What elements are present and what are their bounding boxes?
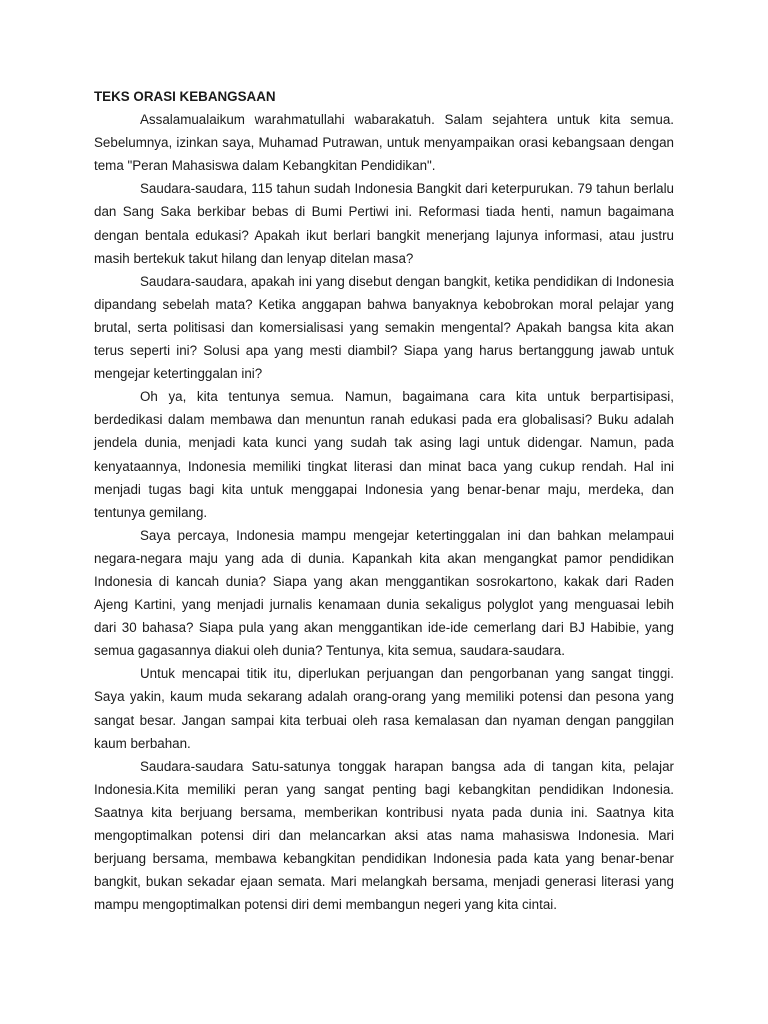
paragraph-4: Oh ya, kita tentunya semua. Namun, bagaimana cara kita untuk berpartisipasi, berdedikasi dalam membawa dan menuntun ranah edukasi pada era globalisasi? Buku adalah jendela dunia, menjadi kata kunci yang sudah tak asing lagi untuk didengar. Namun, pada kenyataannya, Indonesia memiliki tingkat literasi dan minat baca yang cukup rendah. Hal ini menjadi tugas bagi kita untuk menggapai Indonesia yang benar-benar maju, merdeka, dan tentunya gemilang.	[94, 389, 674, 520]
paragraph-6: Untuk mencapai titik itu, diperlukan perjuangan dan pengorbanan yang sangat tinggi. Saya yakin, kaum muda sekarang adalah orang-orang yang memiliki potensi dan pesona yang sangat besar. Jangan sampai kita terbuai oleh rasa kemalasan dan nyaman dengan panggilan kaum berbahan.	[94, 666, 674, 751]
paragraph-5: Saya percaya, Indonesia mampu mengejar ketertinggalan ini dan bahkan melampaui negara-negara maju yang ada di dunia. Kapankah kita akan mengangkat pamor pendidikan Indonesia di kancah dunia? Siapa yang akan menggantikan sosrokartono, kakak dari Raden Ajeng Kartini, yang menjadi jurnalis kenamaan dunia sekaligus polyglot yang menguasai lebih dari 30 bahasa? Siapa pula yang akan menggantikan ide-ide cemerlang dari BJ Habibie, yang semua gagasannya diakui oleh dunia? Tentunya, kita semua, saudara-saudara.	[94, 527, 674, 659]
paragraph-2: Saudara-saudara, 115 tahun sudah Indonesia Bangkit dari keterpurukan. 79 tahun berlalu dan Sang Saka berkibar bebas di Bumi Pertiwi ini. Reformasi tiada henti, namun bagaimana dengan bentala edukasi? Apakah ikut berlari bangkit menerjang lajunya informasi, atau justru masih bertekuk takut hilang dan lenyap ditelan masa?	[94, 181, 674, 266]
document-title: TEKS ORASI KEBANGSAAN	[94, 89, 276, 104]
paragraph-1: Assalamualaikum warahmatullahi wabarakatuh. Salam sejahtera untuk kita semua. Sebelumnya, izinkan saya, Muhamad Putrawan, untuk menyampaikan orasi kebangsaan dengan tema "Peran Mahasiswa dalam Kebangkitan Pendidikan".	[94, 112, 674, 174]
paragraph-3: Saudara-saudara, apakah ini yang disebut dengan bangkit, ketika pendidikan di Indonesia dipandang sebelah mata? Ketika anggapan bahwa banyaknya kebobrokan moral pelajar yang brutal, serta politisasi dan komersialisasi yang semakin mengental? Apakah bangsa kita akan terus seperti ini? Solusi apa yang mesti diambil? Siapa yang harus bertanggung jawab untuk mengejar ketertinggalan ini?	[94, 273, 674, 382]
paragraph-7: Saudara-saudara Satu-satunya tonggak harapan bangsa ada di tangan kita, pelajar Indonesia.Kita memiliki peran yang sangat penting bagi kebangkitan pendidikan Indonesia. Saatnya kita berjuang bersama, memberikan kontribusi nyata pada dunia ini. Saatnya kita mengoptimalkan potensi diri dan melancarkan aksi atas nama mahasiswa Indonesia. Mari berjuang bersama, membawa kebangkitan pendidikan Indonesia pada kata yang benar-benar bangkit, bukan sekadar ejaan semata. Mari melangkah bersama, menjadi generasi literasi yang mampu mengoptimalkan potensi diri demi membangun negeri yang kita cintai.	[94, 758, 674, 913]
document-body	[94, 85, 674, 916]
